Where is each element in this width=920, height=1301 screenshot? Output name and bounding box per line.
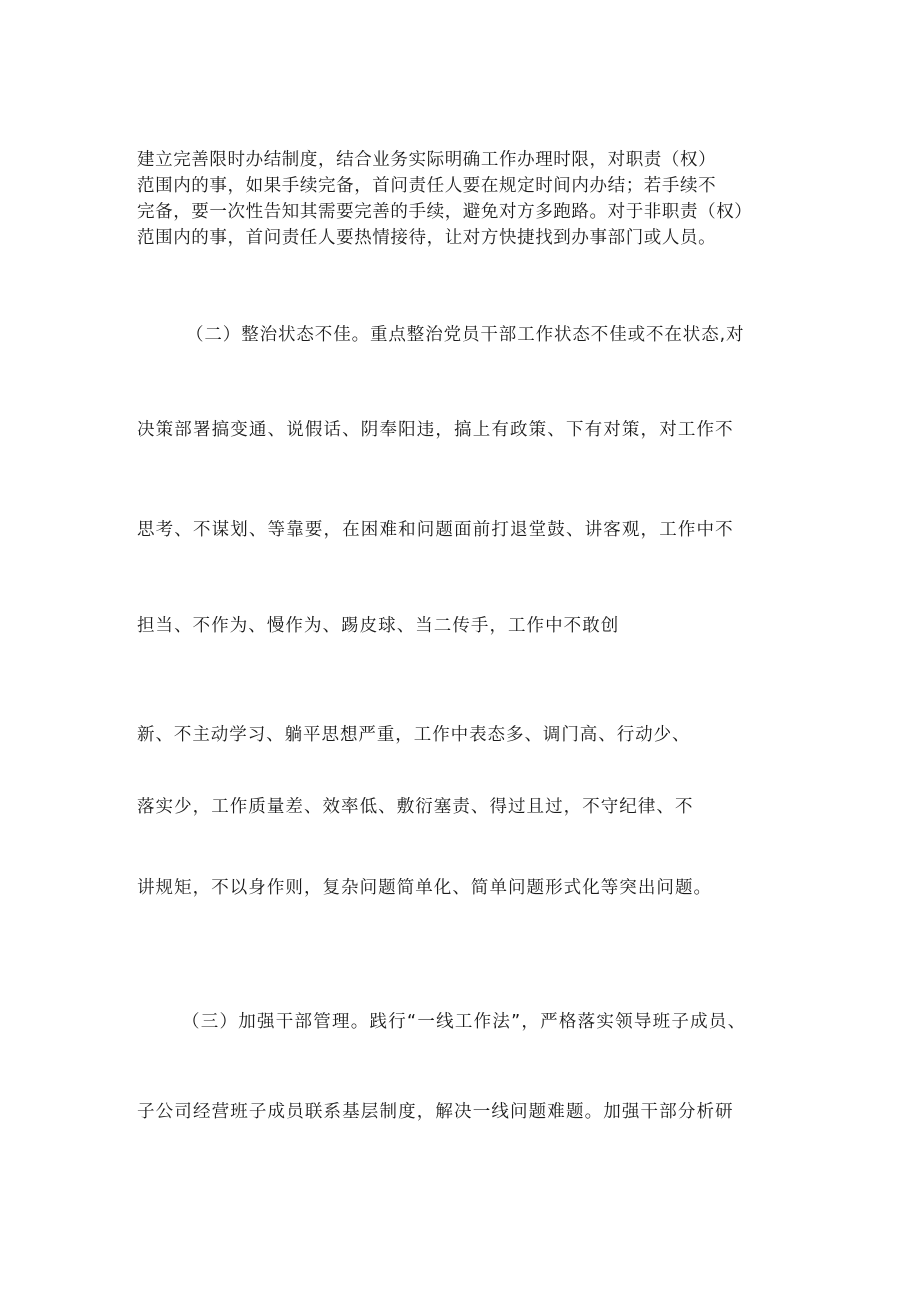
paragraph-1-line-2: 范围内的事，如果手续完备，首问责任人要在规定时间内办结；若手续不 bbox=[137, 176, 717, 196]
paragraph-2-line-1: （二）整治状态不佳。重点整治党员干部工作状态不佳或不在状态,对 bbox=[186, 325, 745, 345]
paragraph-2-line-2: 决策部署搞变通、说假话、阴奉阳违，搞上有政策、下有对策，对工作不 bbox=[137, 420, 734, 440]
paragraph-2-line-3: 思考、不谋划、等靠要，在困难和问题面前打退堂鼓、讲客观，工作中不 bbox=[137, 520, 734, 540]
paragraph-3-line-1: （三）加强干部管理。践行“一线工作法”，严格落实领导班子成员、 bbox=[182, 1012, 747, 1032]
paragraph-2-line-5: 新、不主动学习、躺平思想严重，工作中表态多、调门高、行动少、 bbox=[137, 725, 691, 745]
paragraph-3-line-2: 子公司经营班子成员联系基层制度，解决一线问题难题。加强干部分析研 bbox=[137, 1102, 734, 1122]
paragraph-1-line-4: 范围内的事，首问责任人要热情接待，让对方快捷找到办事部门或人员。 bbox=[137, 228, 717, 248]
paragraph-1-line-1: 建立完善限时办结制度，结合业务实际明确工作办理时限，对职责（权） bbox=[137, 150, 717, 170]
paragraph-2-line-4: 担当、不作为、慢作为、踢皮球、当二传手，工作中不敢创 bbox=[137, 616, 620, 636]
paragraph-1-line-3: 完备，要一次性告知其需要完善的手续，避免对方多跑路。对于非职责（权） bbox=[137, 202, 753, 222]
paragraph-2-line-6: 落实少，工作质量差、效率低、敷衍塞责、得过且过，不守纪律、不 bbox=[137, 797, 694, 817]
paragraph-2-line-7: 讲规矩，不以身作则，复杂问题简单化、简单问题形式化等突出问题。 bbox=[137, 878, 713, 898]
